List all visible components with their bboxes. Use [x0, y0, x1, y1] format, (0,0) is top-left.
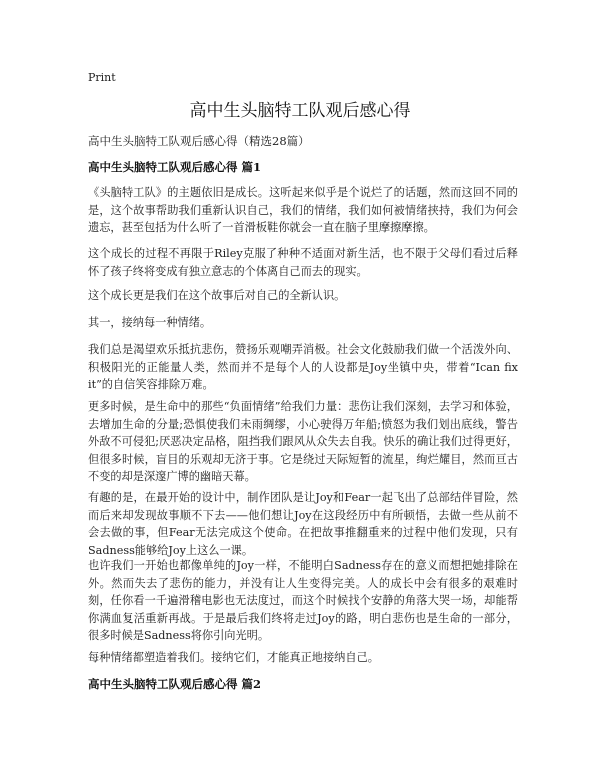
paragraph: 有趣的是，在最开始的设计中，制作团队是让Joy和Fear一起飞出了总部结伴冒险，然而后来却发现故事顺不下去——他们想让Joy在这段经历中有所顿悟，去做一些从前不会去做的事，但Fear无法完成这个使命。在把故事推翻重来的过程中他们发现，只有Sadness能够给Joy上这么一课。 — [88, 491, 518, 557]
section-heading-2: 高中生头脑特工队观后感心得 篇2 — [88, 677, 262, 691]
paragraph: 《头脑特工队》的主题依旧是成长。这听起来似乎是个说烂了的话题，然而这回不同的是，这个故事帮助我们重新认识自己，我们的情绪，我们如何被情绪挟持，我们为何会遗忘，甚至包括为什么听了一首滑板鞋你就会一直在脑子里摩擦摩擦。 — [88, 186, 518, 234]
paragraph: 我们总是渴望欢乐抵抗悲伤，赞扬乐观嘲弄消极。社会文化鼓励我们做一个活泼外向、积极阳光的正能量人类，然而并不是每个人的人设都是Joy坐镇中央，带着“Ican fix it”的自信笑容排除万难。 — [88, 343, 518, 391]
print-label[interactable]: Print — [88, 71, 116, 84]
page-subtitle: 高中生头脑特工队观后感心得（精选28篇） — [88, 134, 310, 148]
paragraph: 其一，接纳每一种情绪。 — [88, 316, 212, 329]
section-heading-1: 高中生头脑特工队观后感心得 篇1 — [88, 160, 262, 174]
page-title: 高中生头脑特工队观后感心得 — [189, 101, 411, 121]
paragraph: 更多时候，是生命中的那些“负面情绪”给我们力量：悲伤让我们深刻，去学习和体验，去增加生命的分量;恐惧使我们未雨绸缪，小心驶得万年船;愤怒为我们划出底线，警告外敌不可侵犯;厌恶决定品格，阻挡我们跟风从众失去自我。快乐的确让我们过得更好，但很多时候，盲目的乐观却无济于事。它是绕过天际短暂的流星，绚烂耀目，然而亘古不变的却是深邃广博的幽暗天幕。 — [88, 400, 518, 483]
paragraph: 这个成长的过程不再限于Riley克服了种种不适面对新生活，也不限于父母们看过后释怀了孩子终将变成有独立意志的个体离自己而去的现实。 — [88, 247, 518, 278]
paragraph: 也许我们一开始也都像单纯的Joy一样，不能明白Sadness存在的意义而想把她排除在外。然而失去了悲伤的能力，并没有让人生变得完美。人的成长中会有很多的艰难时刻，任你看一千遍滑稽电影也无法度过，而这个时候找个安静的角落大哭一场，却能帮你满血复活重新再战。于是最后我们终将走过Joy的路，明白悲伤也是生命的一部分，很多时候是Sadness将你引向光明。 — [88, 559, 518, 642]
paragraph: 这个成长更是我们在这个故事后对自己的全新认识。 — [88, 289, 346, 302]
paragraph: 每种情绪都塑造着我们。接纳它们，才能真正地接纳自己。 — [88, 651, 379, 664]
